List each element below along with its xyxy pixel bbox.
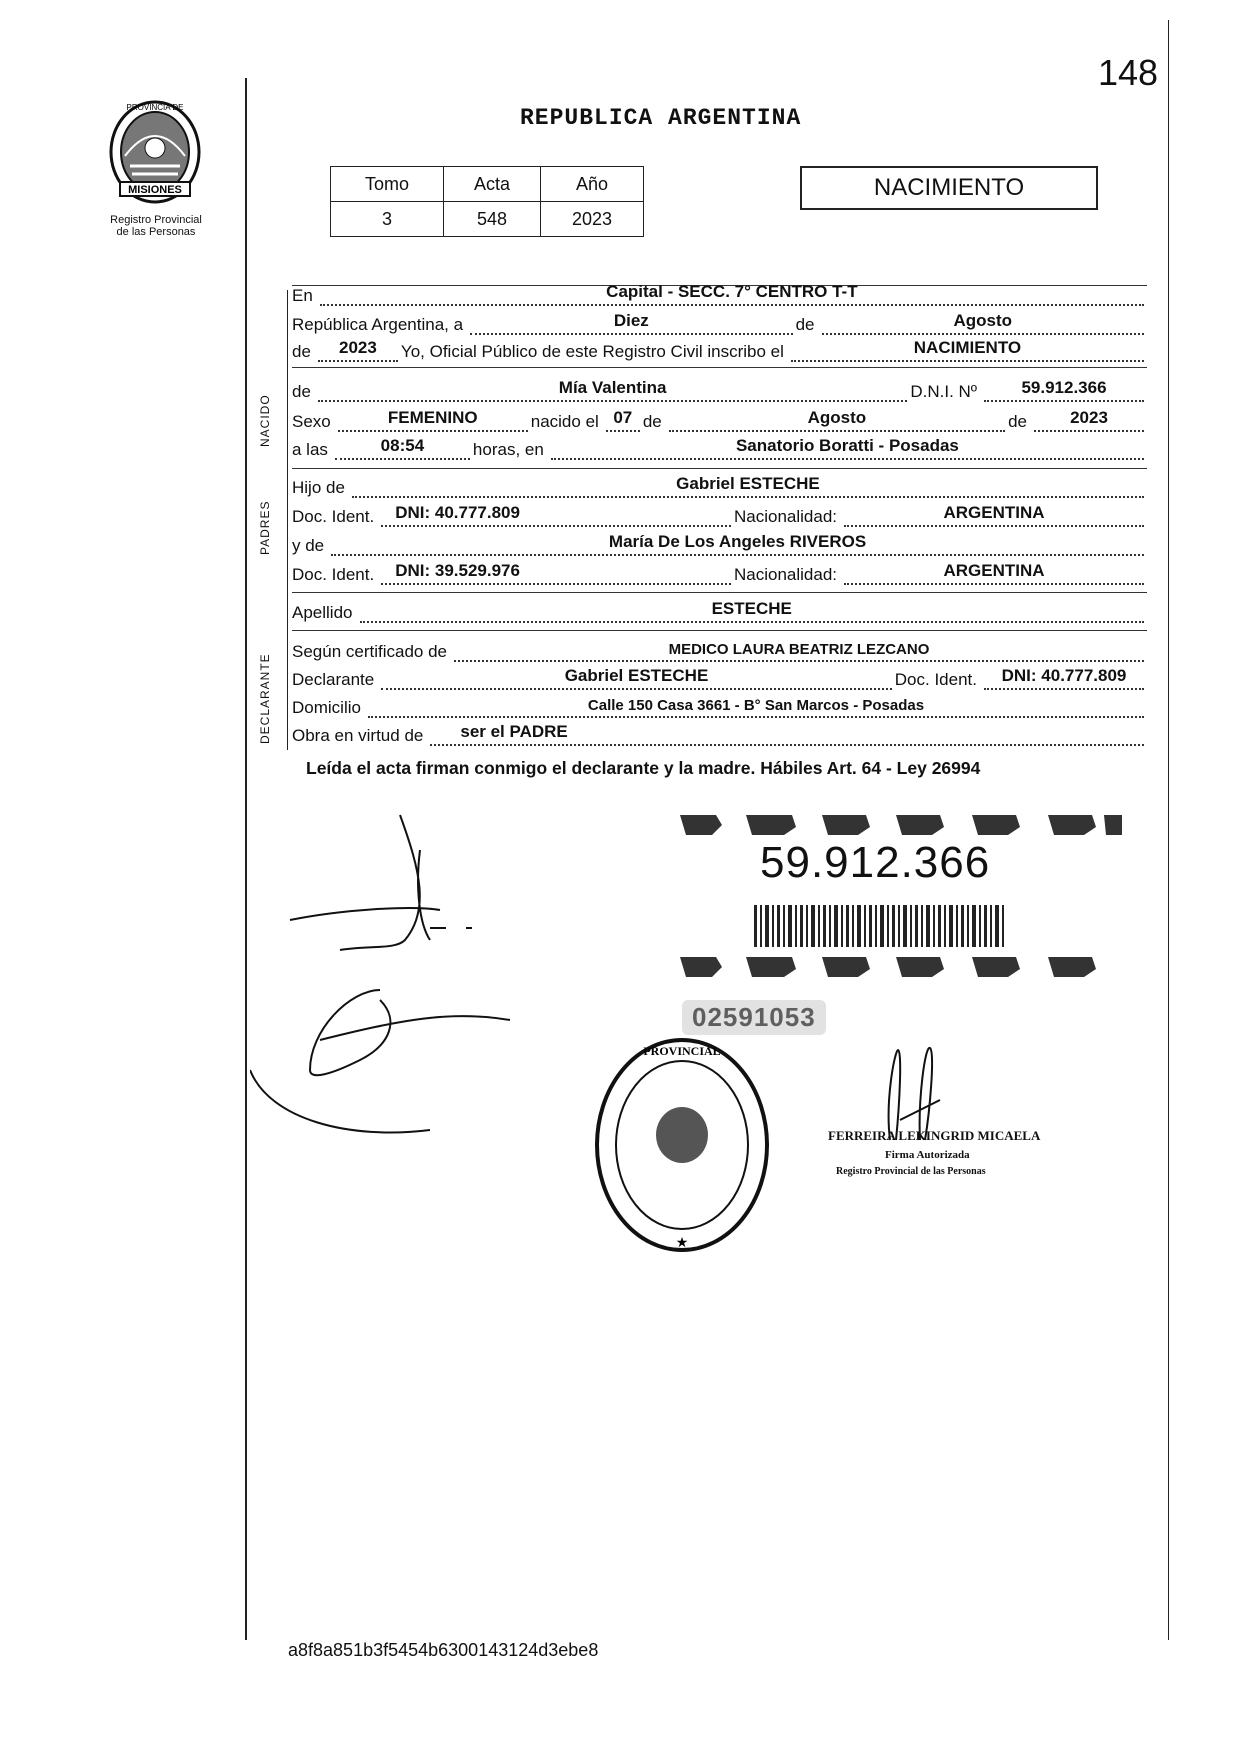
side-label-padres: PADRES (258, 500, 272, 555)
official-signature-org: Registro Provincial de las Personas (836, 1166, 986, 1177)
row-doc-madre (292, 561, 1147, 585)
label-obra: Obra en virtud de (292, 726, 424, 745)
row-obra (292, 722, 1147, 746)
sticker-number: 59.912.366 (760, 838, 991, 887)
mother-signature (250, 980, 550, 1155)
ref-header-tomo: Tomo (331, 167, 444, 202)
label-apellido: Apellido (292, 603, 353, 622)
value-dia-nac: 07 (613, 408, 633, 427)
value-anio-nac: 2023 (1070, 408, 1108, 427)
document-hash: a8f8a851b3f5454b6300143124d3ebe8 (288, 1640, 599, 1660)
value-lugar-nac: Sanatorio Boratti - Posadas (735, 436, 959, 455)
ref-header-acta: Acta (444, 167, 541, 202)
label-de1: de (642, 412, 662, 431)
value-obra: ser el PADRE (460, 722, 568, 741)
label-hijo-de: Hijo de (292, 478, 345, 497)
value-dni: 59.912.366 (1021, 378, 1107, 397)
page-number: 148 (1098, 52, 1159, 93)
right-margin-line (1168, 20, 1169, 1640)
value-nombre: Mía Valentina (558, 378, 667, 397)
registro-provincial-logo (100, 96, 210, 213)
reference-table (330, 166, 644, 237)
label-certificado: Según certificado de (292, 642, 447, 661)
value-hora: 08:54 (380, 436, 425, 455)
label-de: de (795, 315, 815, 334)
row-sexo (292, 408, 1147, 432)
row-en (292, 282, 1147, 306)
value-domicilio: Calle 150 Casa 3661 - B° San Marcos - Posadas (587, 697, 925, 714)
label-domicilio: Domicilio (292, 698, 361, 717)
side-label-nacido: NACIDO (258, 394, 272, 447)
security-sticker (676, 805, 1126, 985)
sticker-code: 02591053 (682, 1000, 826, 1035)
label-nac-madre: Nacionalidad: (733, 565, 837, 584)
value-padre: Gabriel ESTECHE (676, 474, 820, 493)
row-doc-padre (292, 503, 1147, 527)
value-madre: María De Los Angeles RIVEROS (608, 532, 867, 551)
ref-value-acta: 548 (444, 202, 541, 237)
value-certificado: MEDICO LAURA BEATRIZ LEZCANO (668, 641, 930, 658)
label-doc-madre: Doc. Ident. (292, 565, 375, 584)
value-doc-declarante: DNI: 40.777.809 (1001, 666, 1127, 685)
row-republica (292, 311, 1147, 335)
svg-text:PROVINCIA DE: PROVINCIA DE (126, 103, 184, 112)
label-republica: República Argentina, a (292, 315, 464, 334)
label-doc-declarante: Doc. Ident. (894, 670, 977, 689)
section-line (287, 290, 288, 750)
separator-nacido-top (292, 367, 1147, 368)
row-declarante (292, 666, 1147, 690)
row-certificado (292, 638, 1147, 662)
row-hijo-de (292, 474, 1147, 498)
value-mes-nac: Agosto (807, 408, 867, 427)
label-y-de: y de (292, 536, 325, 555)
row-y-de (292, 532, 1147, 556)
official-seal (592, 1035, 772, 1260)
label-nacido-el: nacido el (530, 412, 599, 431)
separator-padres-top (292, 468, 1147, 469)
value-nac-madre: ARGENTINA (943, 561, 1045, 580)
official-signature-name: FERREIRA LEKINGRID MICAELA (828, 1128, 1041, 1143)
logo-caption-line1: Registro Provincial (110, 214, 202, 226)
logo-caption (86, 214, 226, 238)
margin-line (245, 78, 247, 1640)
value-acto: NACIMIENTO (913, 338, 1022, 357)
row-apellido (292, 599, 1147, 623)
value-mes: Agosto (953, 311, 1013, 330)
closing-text: Leída el acta firman conmigo el declarante y la madre. Hábiles Art. 64 - Ley 26994 (306, 758, 981, 778)
separator-declarante-top (292, 630, 1147, 631)
value-apellido: ESTECHE (711, 599, 792, 618)
value-nac-padre: ARGENTINA (943, 503, 1045, 522)
svg-text:PROVINCIAL: PROVINCIAL (643, 1044, 721, 1058)
row-domicilio (292, 694, 1147, 718)
label-en: En (292, 286, 313, 305)
document-title: REPUBLICA ARGENTINA (520, 105, 802, 131)
ref-value-tomo: 3 (331, 202, 444, 237)
label-nacido-de: de (292, 382, 311, 401)
label-dni: D.N.I. Nº (910, 382, 977, 401)
value-dni-padre: DNI: 40.777.809 (395, 503, 520, 522)
separator-apellido-top (292, 592, 1147, 593)
logo-caption-line2: de las Personas (116, 226, 196, 238)
act-type-box: NACIMIENTO (800, 166, 1098, 210)
value-dni-madre: DNI: 39.529.976 (395, 561, 520, 580)
svg-text:★: ★ (675, 1234, 689, 1250)
text-inscribo: Yo, Oficial Público de este Registro Civil inscribo el (400, 342, 784, 361)
ref-value-anio: 2023 (541, 202, 644, 237)
row-hora (292, 436, 1147, 460)
row-nacido-de (292, 378, 1147, 402)
value-declarante: Gabriel ESTECHE (564, 666, 709, 685)
label-a-las: a las (292, 440, 328, 459)
value-dia: Diez (613, 311, 649, 330)
label-de-year: de (292, 342, 311, 361)
label-horas-en: horas, en (472, 440, 544, 459)
value-sexo: FEMENINO (387, 408, 478, 427)
label-sexo: Sexo (292, 412, 331, 431)
label-nac-padre: Nacionalidad: (733, 507, 837, 526)
value-anio: 2023 (339, 338, 377, 357)
official-signature-role: Firma Autorizada (885, 1149, 970, 1161)
declarant-signature (270, 810, 510, 965)
label-declarante: Declarante (292, 670, 375, 689)
label-doc-padre: Doc. Ident. (292, 507, 375, 526)
row-de-year (292, 338, 1147, 362)
svg-text:MISIONES: MISIONES (128, 184, 182, 196)
value-lugar: Capital - SECC. 7° CENTRO T-T (606, 282, 858, 301)
label-de2: de (1008, 412, 1027, 431)
side-label-declarante: DECLARANTE (258, 653, 272, 744)
ref-header-anio: Año (541, 167, 644, 202)
